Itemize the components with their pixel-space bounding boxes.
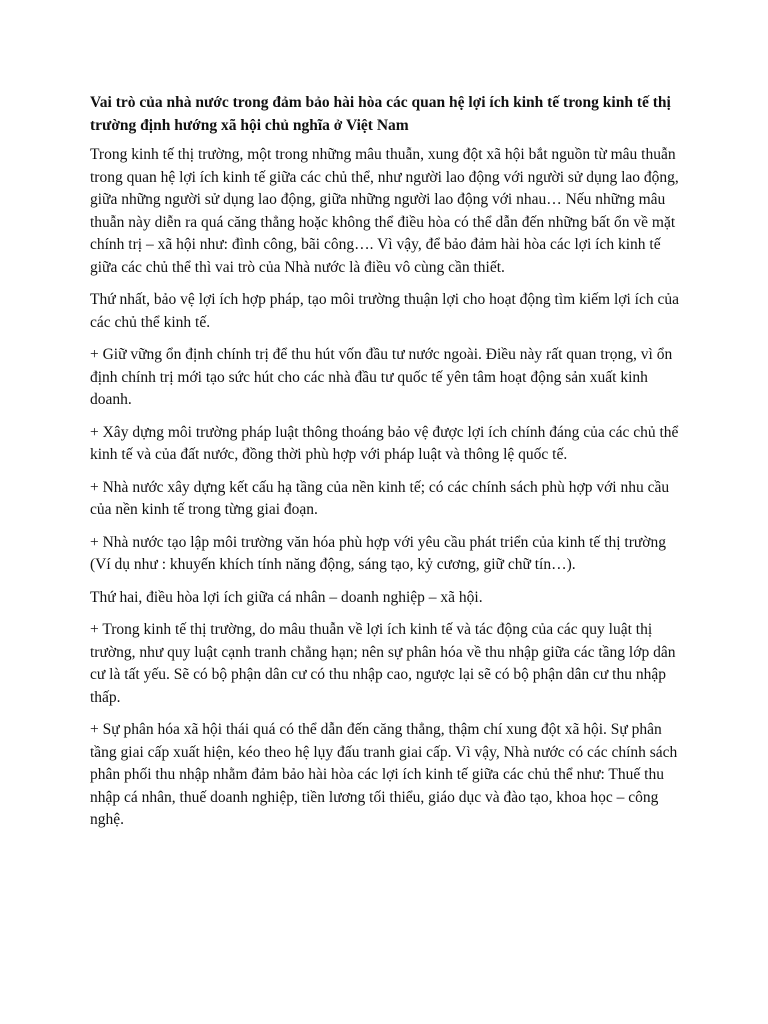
document-page [90,92,682,842]
paragraph-intro: Trong kinh tế thị trường, một trong những mâu thuẫn, xung đột xã hội bắt nguồn từ mâu thuẫn trong quan hệ lợi ích kinh tế giữa các chủ thể, như người lao động với người sử dụng lao động, giữa những người sử dụng lao động, giữa những người lao động với nhau… Nếu những mâu thuẫn này diễn ra quá căng thẳng hoặc không thể điều hòa có thể dẫn đến những bất ổn về mặt chính trị – xã hội như: đình công, bãi công…. Vì vậy, để bảo đảm hài hòa các lợi ích kinh tế giữa các chủ thể thì vai trò của Nhà nước là điều vô cùng cần thiết. [90,146,679,276]
paragraph-bullet-political-stability: + Giữ vững ổn định chính trị để thu hút vốn đầu tư nước ngoài. Điều này rất quan trọng, vì ổn định chính trị mới tạo sức hút cho các nhà đầu tư quốc tế yên tâm hoạt động sản xuất kinh doanh. [90,346,673,408]
paragraph-bullet-social-stratification: + Sự phân hóa xã hội thái quá có thể dẫn đến căng thẳng, thậm chí xung đột xã hội. Sự phân tầng giai cấp xuất hiện, kéo theo hệ lụy đấu tranh giai cấp. Vì vậy, Nhà nước có các chính sách phân phối thu nhập nhằm đảm bảo hài hòa các lợi ích kinh tế giữa các chủ thể như: Thuế thu nhập cá nhân, thuế doanh nghiệp, tiền lương tối thiểu, giáo dục và đào tạo, khoa học – công nghệ. [90,721,678,828]
paragraph-bullet-income-differentiation: + Trong kinh tế thị trường, do mâu thuẫn về lợi ích kinh tế và tác động của các quy luật thị trường, như quy luật cạnh tranh chẳng hạn; nên sự phân hóa về thu nhập giữa các tầng lớp dân cư là tất yếu. Sẽ có bộ phận dân cư có thu nhập cao, ngược lại sẽ có bộ phận dân cư thu nhập thấp. [90,621,676,706]
document-title: Vai trò của nhà nước trong đảm bảo hài hòa các quan hệ lợi ích kinh tế trong kinh tế thị trường định hướng xã hội chủ nghĩa ở Việt Nam [90,94,671,134]
paragraph-second-point: Thứ hai, điều hòa lợi ích giữa cá nhân – doanh nghiệp – xã hội. [90,588,483,606]
paragraph-bullet-cultural-environment: + Nhà nước tạo lập môi trường văn hóa phù hợp với yêu cầu phát triển của kinh tế thị trường (Ví dụ như : khuyến khích tính năng động, sáng tạo, kỷ cương, giữ chữ tín…). [90,533,666,573]
paragraph-bullet-legal-environment: + Xây dựng môi trường pháp luật thông thoáng bảo vệ được lợi ích chính đáng của các chủ thể kinh tế và của đất nước, đồng thời phù hợp với pháp luật và thông lệ quốc tế. [90,423,679,463]
paragraph-first-point: Thứ nhất, bảo vệ lợi ích hợp pháp, tạo môi trường thuận lợi cho hoạt động tìm kiếm lợi ích của các chủ thể kinh tế. [90,291,679,331]
paragraph-bullet-infrastructure: + Nhà nước xây dựng kết cấu hạ tầng của nền kinh tế; có các chính sách phù hợp với nhu cầu của nền kinh tế trong từng giai đoạn. [90,478,670,518]
